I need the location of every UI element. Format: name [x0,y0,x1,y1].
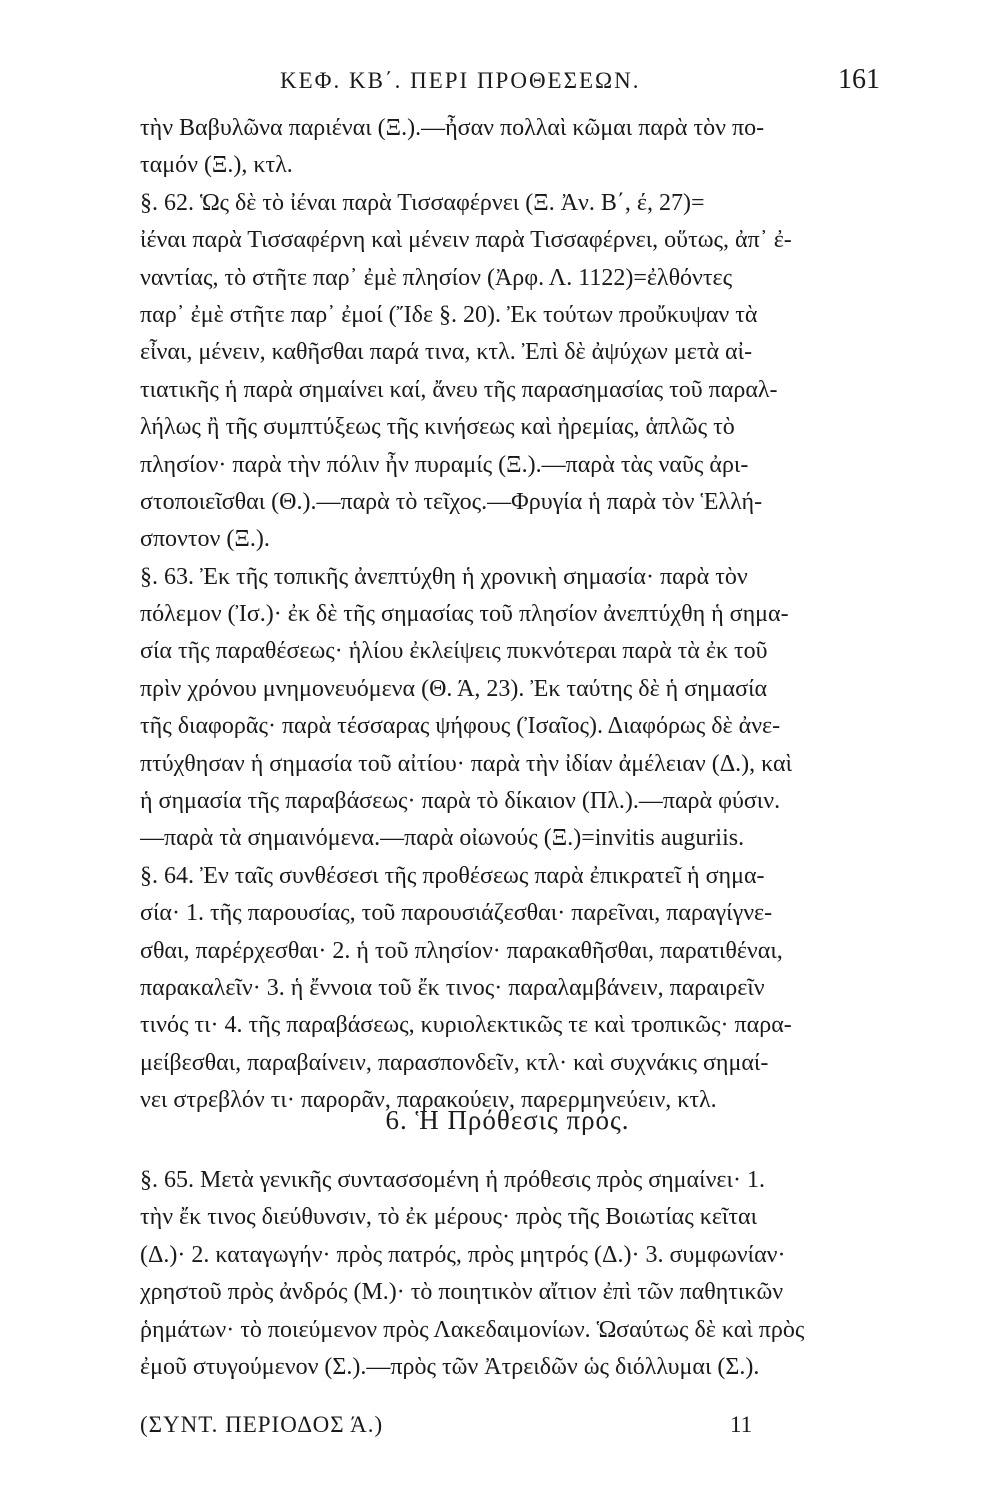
signature-mark: (ΣΥΝΤ. ΠΕΡΙΟΔΟΣ Ά.) [140,1412,384,1437]
text-line: ναντίας, τὸ στῆτε παρ᾽ ἐμὲ πλησίον (Ἀρφ. Λ. 1122)=ἐλθόντες [140,264,733,291]
text-line: τῆς διαφορᾶς· παρὰ τέσσαρας ψήφους (Ἰσαῖος). Διαφόρως δὲ ἀνε- [140,713,781,740]
text-line: πρὶν χρόνου μνημονευόμενα (Θ. Ά, 23). Ἐκ ταύτης δὲ ἡ σημασία [140,675,768,702]
text-line: —παρὰ τὰ σημαινόμενα.—παρὰ οἰωνούς (Ξ.)=invitis auguriis. [140,825,745,852]
text-line: χρηστοῦ πρὸς ἀνδρός (Μ.)· τὸ ποιητικὸν αἴτιον ἐπὶ τῶν παθητικῶν [140,1279,784,1306]
sheet-number: 11 [730,1412,753,1437]
text-line: τὴν ἔκ τινος διεύθυνσιν, τὸ ἐκ μέρους· πρὸς τῆς Βοιωτίας κεῖται [140,1204,758,1231]
page-number: 161 [838,64,880,95]
text-line: ἰέναι παρὰ Τισσαφέρνη καὶ μένειν παρὰ Τισσαφέρνει, οὕτως, ἀπ᾽ ἐ- [140,227,792,254]
text-line: §. 65. Μετὰ γενικῆς συντασσομένη ἡ πρόθεσις πρὸς σημαίνει· 1. [140,1167,765,1193]
text-line: τὴν Βαβυλῶνα παριέναι (Ξ.).—ἦσαν πολλαὶ κῶμαι παρὰ τὸν πο- [140,115,765,141]
text-line: σθαι, παρέρχεσθαι· 2. ἡ τοῦ πλησίον· παρακαθῆσθαι, παρατιθέναι, [140,937,783,964]
text-line: παρ᾽ ἐμὲ στῆτε παρ᾽ ἐμοί (Ἴδε §. 20). Ἐκ τούτων προὔκυψαν τὰ [140,301,758,328]
section-heading: 6. Ἡ Πρόθεσις πρός. [385,1105,630,1135]
text-line: πλησίον· παρὰ τὴν πόλιν ἦν πυραμίς (Ξ.).—παρὰ τὰς ναῦς ἀρι- [140,451,749,478]
text-line: σία τῆς παραθέσεως· ἡλίου ἐκλείψεις πυκνότεραι παρὰ τὰ ἐκ τοῦ [140,638,768,665]
text-line: ταμόν (Ξ.), κτλ. [140,152,293,179]
text-line: σποντον (Ξ.). [140,526,270,553]
page-footer [140,1412,875,1452]
text-line: σία· 1. τῆς παρουσίας, τοῦ παρουσιάζεσθαι· παρεῖναι, παραγίγνε- [140,900,773,927]
text-line: τινός τι· 4. τῆς παραβάσεως, κυριολεκτικῶς τε καὶ τροπικῶς· παρα- [140,1012,792,1039]
text-line: (Δ.)· 2. καταγωγήν· πρὸς πατρός, πρὸς μητρός (Δ.)· 3. συμφωνίαν· [140,1241,786,1268]
text-line: παρακαλεῖν· 3. ἡ ἔννοια τοῦ ἔκ τινος· παραλαμβάνειν, παραιρεῖν [140,974,765,1001]
text-line: πόλεμον (Ἰσ.)· ἐκ δὲ τῆς σημασίας τοῦ πλησίον ἀνεπτύχθη ἡ σημα- [140,601,789,628]
text-line: τιατικῆς ἡ παρὰ σημαίνει καί, ἄνευ τῆς παρασημασίας τοῦ παραλ- [140,376,778,403]
text-line: μείβεσθαι, παραβαίνειν, παρασπονδεῖν, κτλ· καὶ συχνάκις σημαί- [140,1049,769,1076]
text-line: §. 64. Ἐν ταῖς συνθέσεσι τῆς προθέσεως παρὰ ἐπικρατεῖ ἡ σημα- [140,862,765,889]
text-line: ἐμοῦ στυγούμενον (Σ.).—πρὸς τῶν Ἀτρειδῶν ὡς διόλλυμαι (Σ.). [140,1353,760,1380]
text-line: εἶναι, μένειν, καθῆσθαι παρά τινα, κτλ. Ἐπὶ δὲ ἀψύχων μετὰ αἰ- [140,339,753,366]
text-line: πτύχθησαν ἡ σημασία τοῦ αἰτίου· παρὰ τὴν ἰδίαν ἀμέλειαν (Δ.), καὶ [140,750,793,777]
body-text-section-6 [140,1162,875,1386]
running-head [160,62,880,102]
text-line: νει στρεβλόν τι· παρορᾶν, παρακούειν, παρερμηνεύειν, κτλ. [140,1087,717,1114]
text-line: §. 62. Ὡς δὲ τὸ ἰέναι παρὰ Τισσαφέρνει (Ξ. Ἀν. Β΄, έ, 27)= [140,189,705,216]
text-line: ῥημάτων· τὸ ποιεύμενον πρὸς Λακεδαιμονίων. Ὡσαύτως δὲ καὶ πρὸς [140,1316,805,1343]
text-line: στοποιεῖσθαι (Θ.).—παρὰ τὸ τεῖχος.—Φρυγία ἡ παρὰ τὸν Ἑλλή- [140,488,763,515]
text-line: ἡ σημασία τῆς παραβάσεως· παρὰ τὸ δίκαιον (Πλ.).—παρὰ φύσιν. [140,788,781,815]
text-line: λήλως ἢ τῆς συμπτύξεως τῆς κινήσεως καὶ ἠρεμίας, ἁπλῶς τὸ [140,414,735,441]
text-line: §. 63. Ἐκ τῆς τοπικῆς ἀνεπτύχθη ἡ χρονικὴ σημασία· παρὰ τὸν [140,563,748,590]
body-text [140,110,875,1120]
chapter-title: ΚΕΦ. ΚΒ΄. ΠΕΡΙ ΠΡΟΘΕΣΕΩΝ. [280,68,641,93]
